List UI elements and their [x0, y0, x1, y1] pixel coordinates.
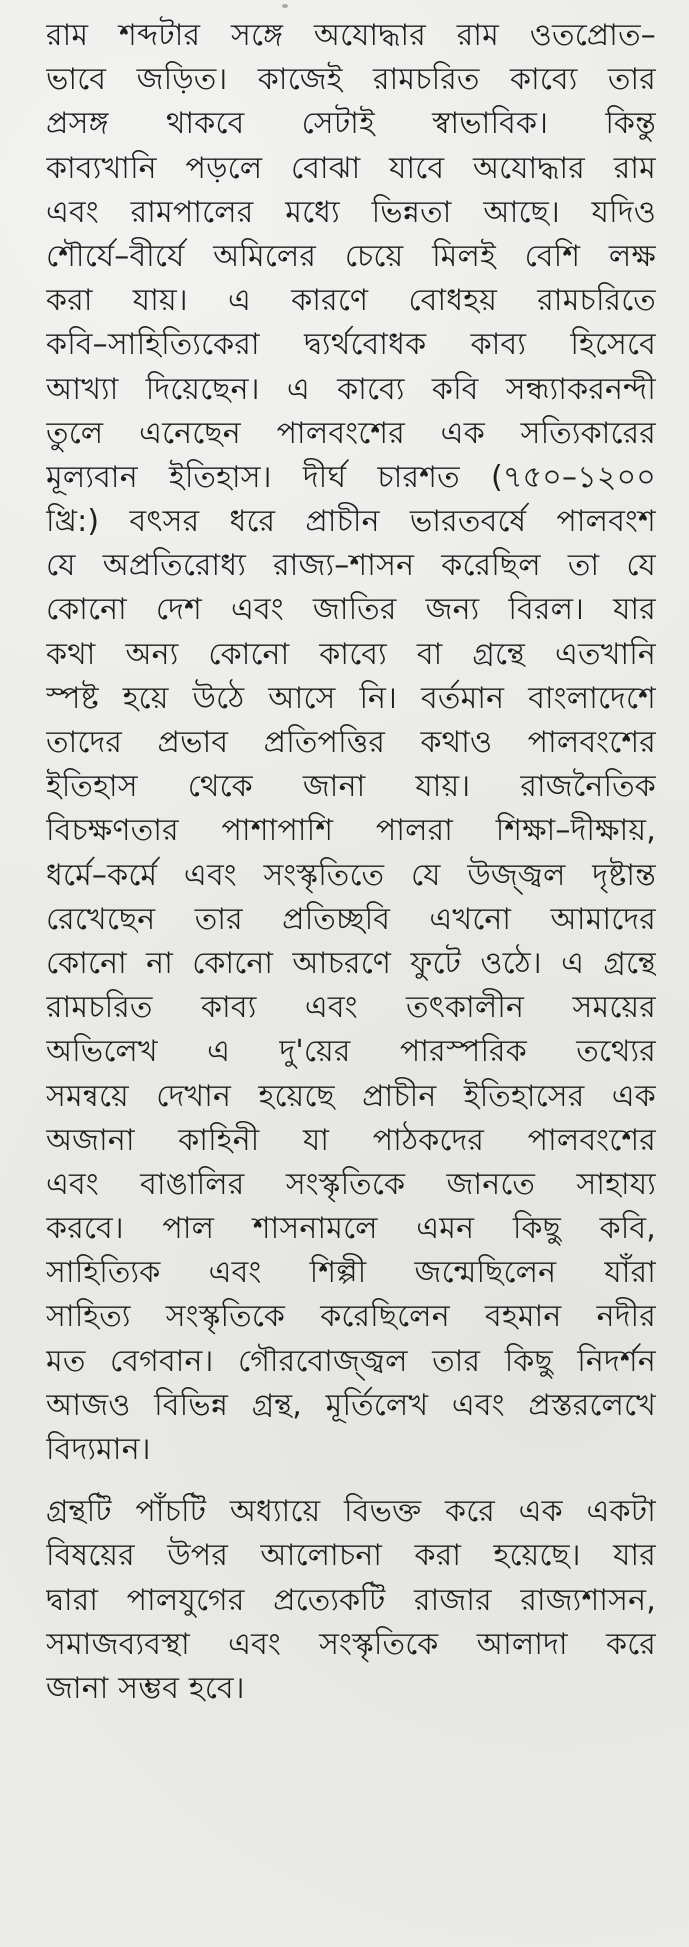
text-line: খ্রি:) বৎসর ধরে প্রাচীন ভারতবর্ষে পালবংশ	[46, 504, 656, 540]
text-line: রাম শব্দটার সঙ্গে অযোদ্ধার রাম ওতপ্রোত–	[46, 18, 656, 53]
text-line: বিদ্যমান।	[46, 1432, 151, 1467]
text-line: প্রসঙ্গ থাকবে সেটাই স্বাভাবিক। কিন্তু	[46, 106, 656, 142]
text-line: জানা সম্ভব হবে।	[46, 1670, 245, 1706]
text-line: আজও বিভিন্ন গ্রন্থ, মূর্তিলেখ এবং প্রস্তরলেখে	[46, 1387, 656, 1423]
text-line: ধর্মে–কর্মে এবং সংস্কৃতিতে যে উজ্জ্বল দৃষ্টান্ত	[46, 857, 656, 893]
text-line: এবং রামপালের মধ্যে ভিন্নতা আছে। যদিও	[46, 194, 656, 230]
text-line: সাহিত্যিক এবং শিল্পী জন্মেছিলেন যাঁরা	[46, 1255, 656, 1291]
text-line: কবি–সাহিত্যিকেরা দ্ব্যর্থবোধক কাব্য হিসেবে	[46, 327, 656, 363]
text-line: তুলে এনেছেন পালবংশের এক সত্যিকারের	[46, 415, 656, 451]
text-line: কাব্যখানি পড়লে বোঝা যাবে অযোদ্ধার রাম	[46, 150, 656, 186]
text-line: অভিলেখ এ দু'য়ের পারস্পরিক তথ্যের	[46, 1034, 656, 1070]
text-line: কথা অন্য কোনো কাব্যে বা গ্রন্থে এতখানি	[46, 636, 656, 672]
article-paragraph	[46, 14, 656, 1472]
text-line: তাদের প্রভাব প্রতিপত্তির কথাও পালবংশের	[46, 725, 656, 760]
text-line: যে অপ্রতিরোধ্য রাজ্য–শাসন করেছিল তা যে	[46, 548, 656, 584]
text-line: ইতিহাস থেকে জানা যায়। রাজনৈতিক	[46, 769, 656, 805]
text-line: সমন্বয়ে দেখান হয়েছে প্রাচীন ইতিহাসের এক	[46, 1078, 656, 1114]
text-line: রেখেছেন তার প্রতিচ্ছবি এখনো আমাদের	[46, 901, 656, 937]
paragraph-gap	[46, 1472, 656, 1490]
article-column	[46, 14, 656, 1711]
text-line: করবে। পাল শাসনামলে এমন কিছু কবি,	[46, 1211, 656, 1247]
text-line: কোনো না কোনো আচরণে ফুটে ওঠে। এ গ্রন্থে	[46, 945, 656, 981]
text-line: দ্বারা পালযুগের প্রত্যেকটি রাজার রাজ্যশাসন,	[46, 1582, 656, 1618]
text-line: বিষয়ের উপর আলোচনা করা হয়েছে। যার	[46, 1538, 656, 1574]
text-line: সমাজব্যবস্থা এবং সংস্কৃতিকে আলাদা করে	[46, 1626, 656, 1662]
text-line: রামচরিত কাব্য এবং তৎকালীন সময়ের	[46, 990, 656, 1026]
text-line: করা যায়। এ কারণে বোধহয় রামচরিতে	[46, 283, 656, 319]
text-line: সাহিত্য সংস্কৃতিকে করেছিলেন বহমান নদীর	[46, 1299, 656, 1335]
text-line: গ্রন্থটি পাঁচটি অধ্যায়ে বিভক্ত করে এক একটা	[46, 1494, 656, 1530]
article-paragraph	[46, 1490, 656, 1711]
text-line: মত বেগবান। গৌরবোজ্জ্বল তার কিছু নিদর্শন	[46, 1343, 656, 1379]
text-line: কোনো দেশ এবং জাতির জন্য বিরল। যার	[46, 592, 656, 628]
print-speck	[282, 4, 288, 8]
text-line: অজানা কাহিনী যা পাঠকদের পালবংশের	[46, 1122, 656, 1158]
text-line: আখ্যা দিয়েছেন। এ কাব্যে কবি সন্ধ্যাকরনন্দী	[46, 371, 656, 407]
text-line: মূল্যবান ইতিহাস। দীর্ঘ চারশত (৭৫০–১২০০	[46, 459, 656, 495]
text-line: ভাবে জড়িত। কাজেই রামচরিত কাব্যে তার	[46, 62, 656, 98]
text-line: বিচক্ষণতার পাশাপাশি পালরা শিক্ষা–দীক্ষায়,	[46, 813, 656, 849]
text-line: স্পষ্ট হয়ে উঠে আসে নি। বর্তমান বাংলাদেশে	[46, 680, 656, 716]
text-line: এবং বাঙালির সংস্কৃতিকে জানতে সাহায্য	[46, 1166, 656, 1202]
text-line: শৌর্যে–বীর্যে অমিলের চেয়ে মিলই বেশি লক্ষ	[46, 238, 656, 274]
